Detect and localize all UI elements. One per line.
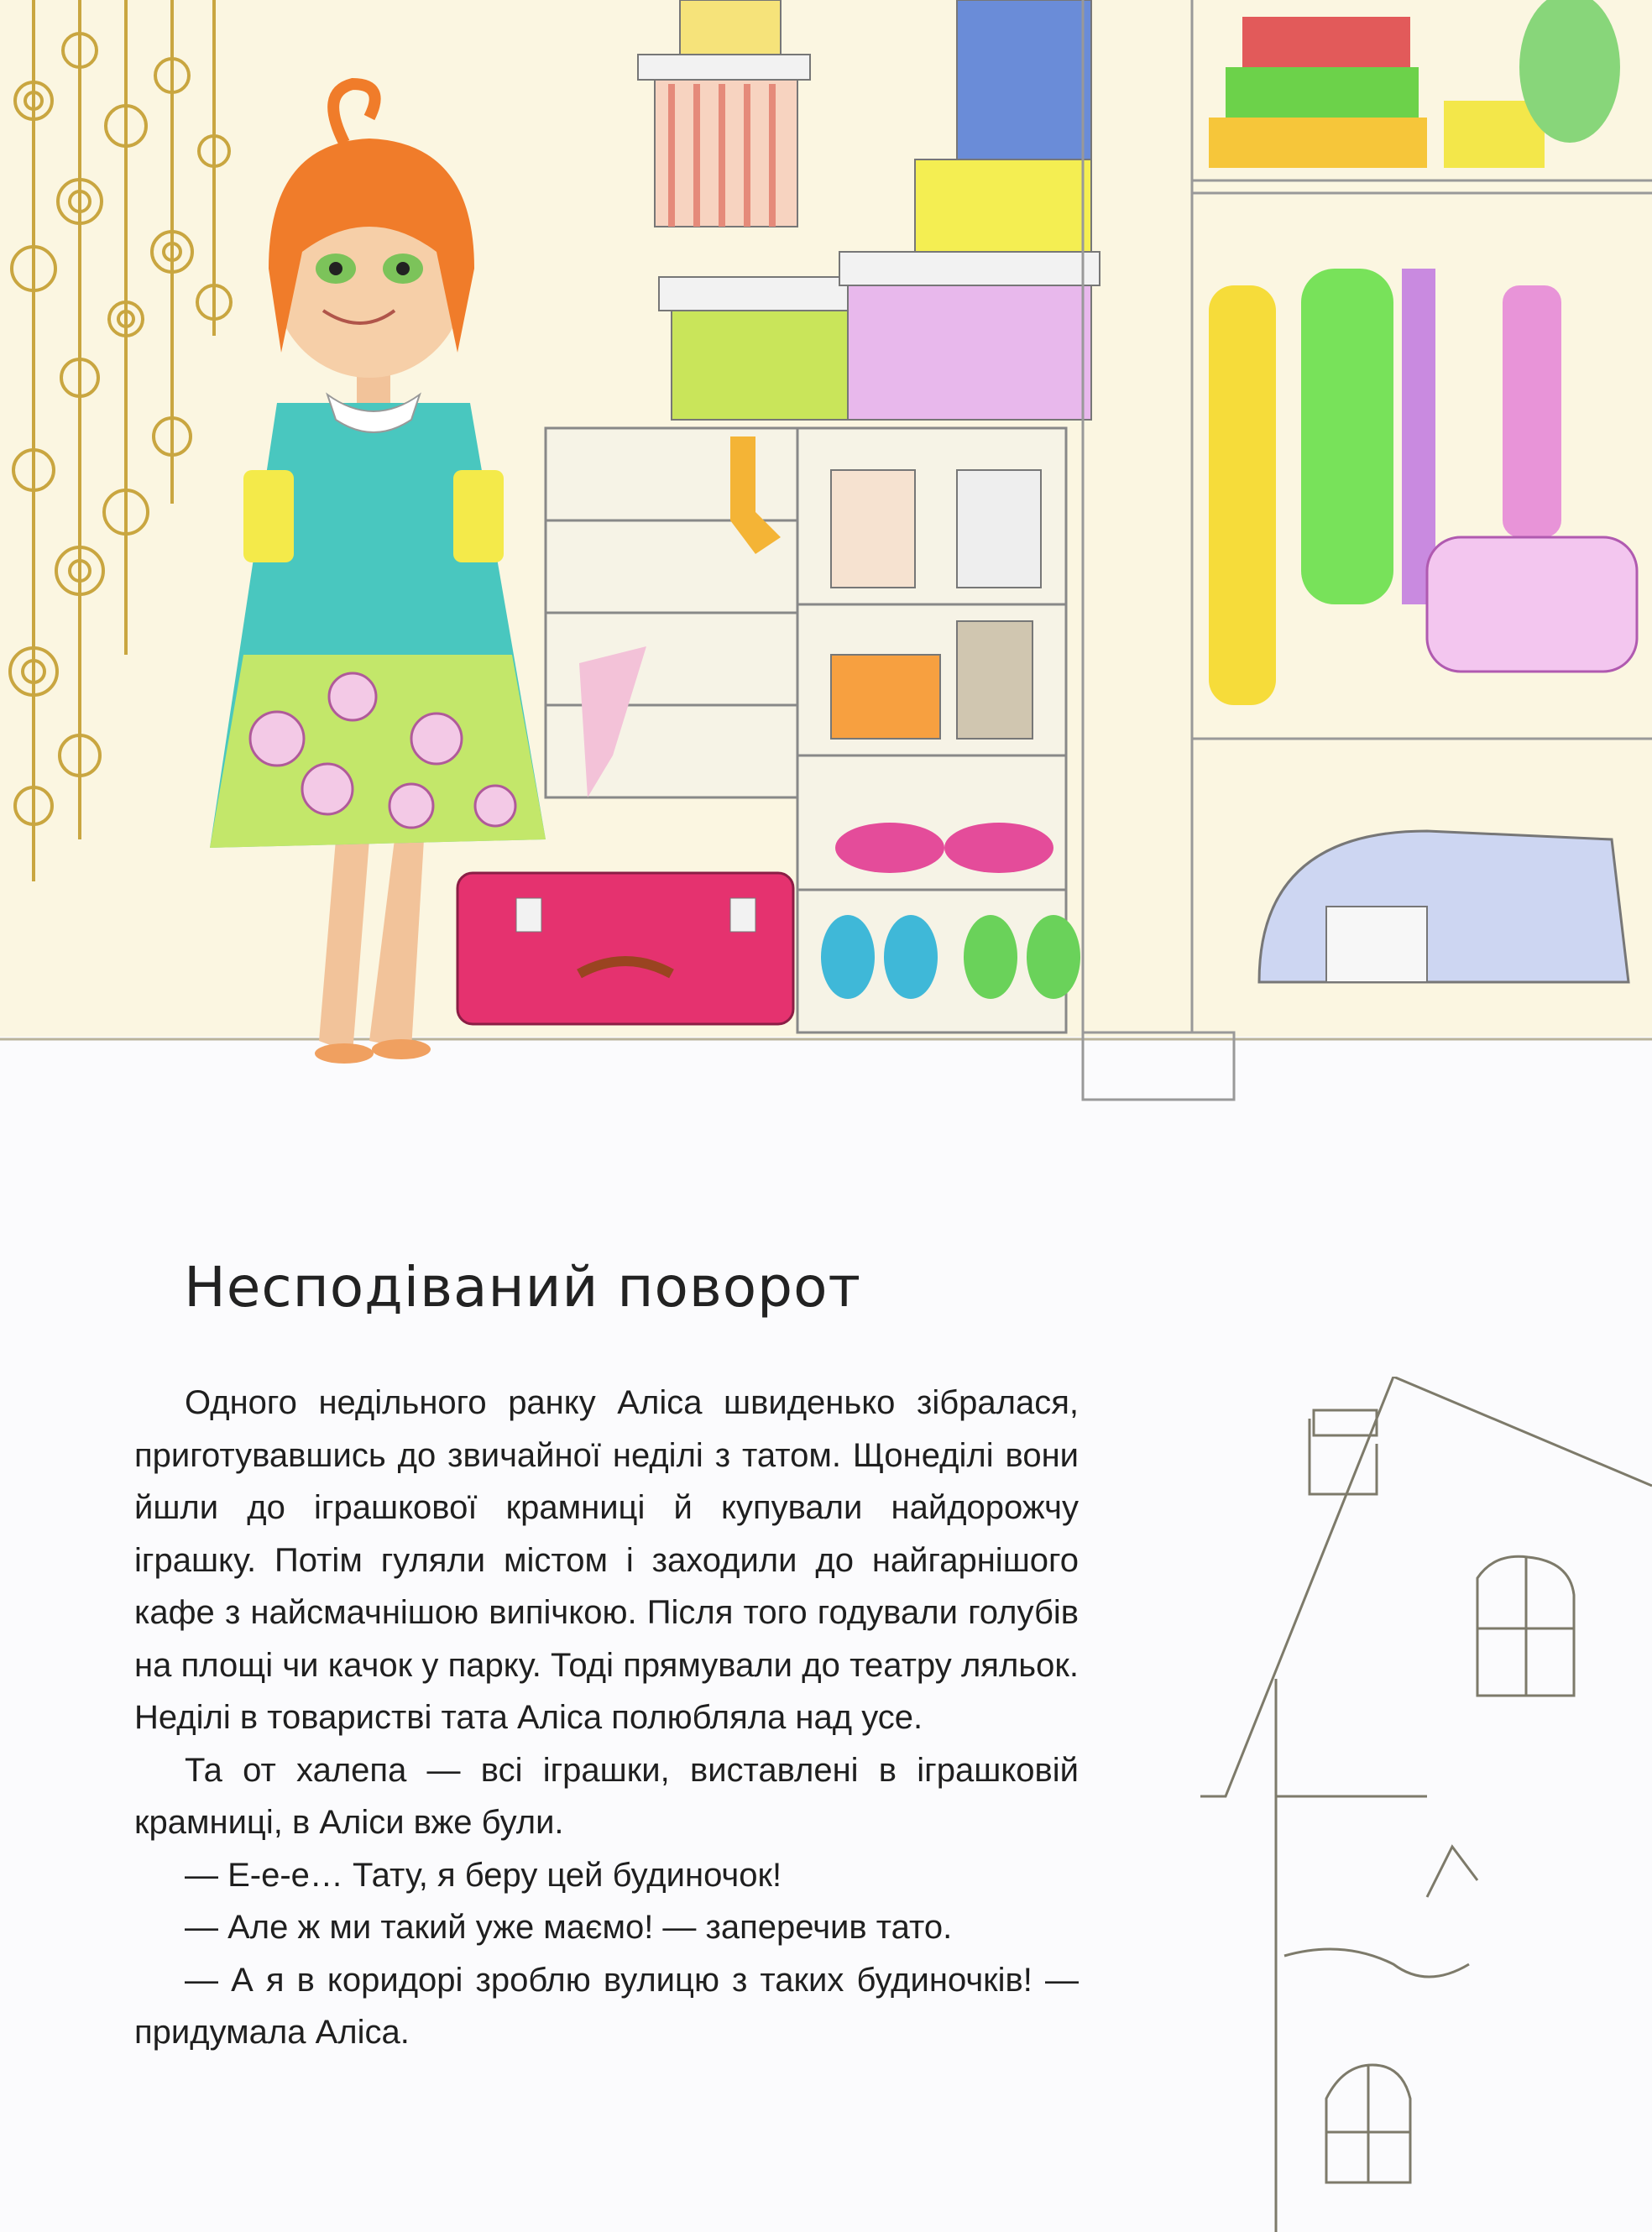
dialogue-line: — Е-е-е… Тату, я беру цей будиночок! — [185, 1856, 782, 1894]
story-body — [134, 1377, 1079, 2059]
story-paragraph: Та от халепа — всі іграшки, виставлені в іграшковій крамниці, в Аліси вже були. — [134, 1751, 1079, 1841]
dialogue-line: — А я в коридорі зроблю вулицю з таких будиночків! — придумала Аліса. — [134, 1961, 1079, 2051]
dialogue-line: — Але ж ми такий уже маємо! — заперечив тато. — [185, 1909, 953, 1946]
story-paragraph: Одного недільного ранку Аліса швиденько зібралася, приготувавшись до звичайної неділі з татом. Щонеділі вони йшли до іграшкової крамниці й купували найдорожчу іграшку. Потім гуляли містом і заходили до найгарнішого кафе з найсмачнішою випічкою. Після того годували голубів на площі чи качок у парку. Тоді прямували до театру ляльок. Неділі в товаристві тата Аліса полюбляла над усе. — [134, 1384, 1079, 1736]
pink-suitcase — [457, 873, 793, 1024]
story-title: Несподіваний поворот — [184, 1255, 861, 1320]
house-sketch-illustration — [1175, 1377, 1652, 2232]
